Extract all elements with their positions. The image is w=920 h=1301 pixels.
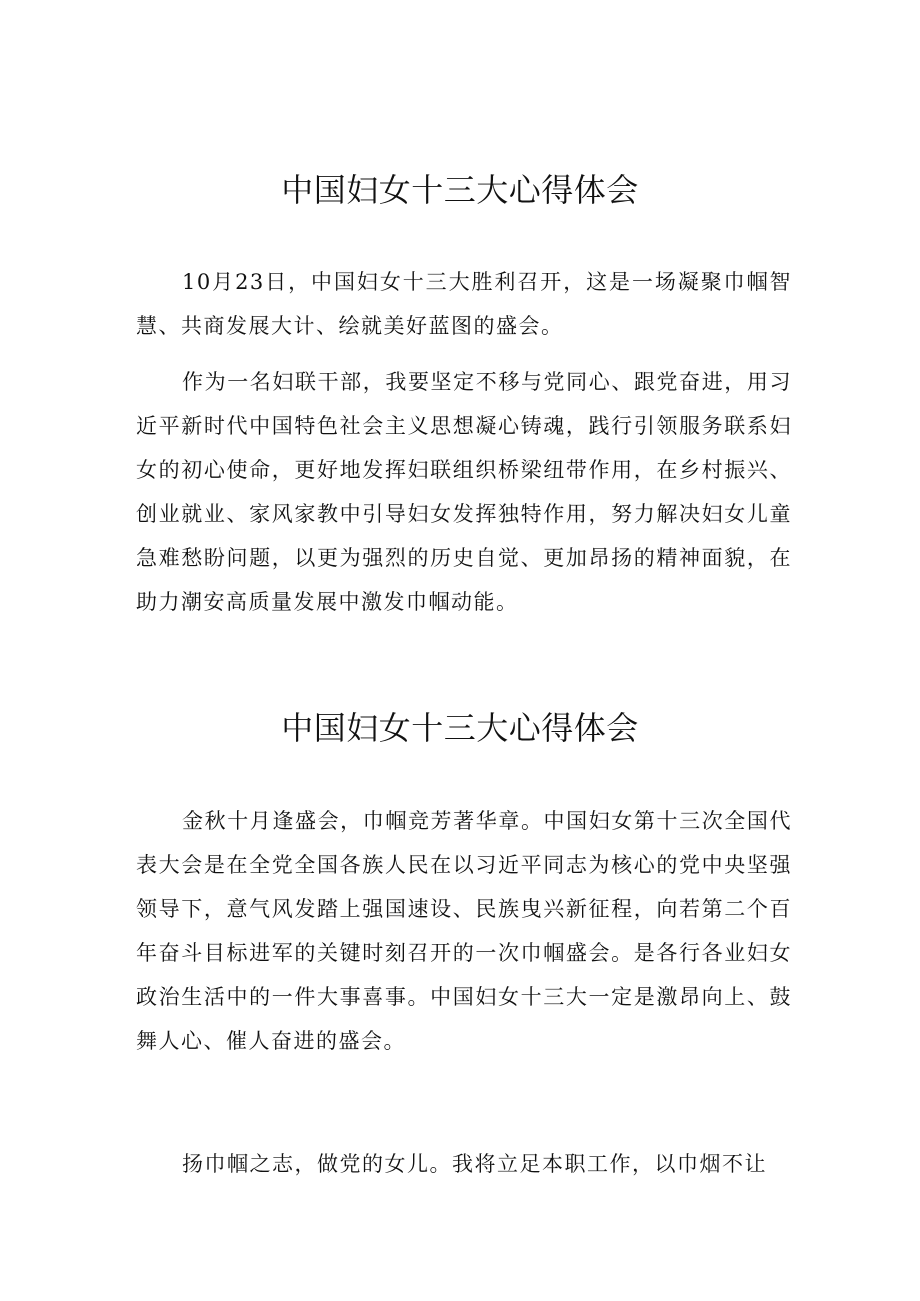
section-1-paragraph-2: 作为一名妇联干部，我要坚定不移与党同心、跟党奋进，用习近平新时代中国特色社会主义思想凝心铸魂，践行引领服务联系妇女的初心使命，更好地发挥妇联组织桥梁纽带作用，在乡村振兴、创业就业、家风家教中引导妇女发挥独特作用，努力解决妇女儿童急难愁盼问题，以更为强烈的历史自觉、更加昂扬的精神面貌，在助力潮安高质量发展中激发巾帼动能。 [136, 370, 792, 614]
section-2-paragraph-1: 金秋十月逢盛会，巾帼竞芳著华章。中国妇女第十三次全国代表大会是在全党全国各族人民在以习近平同志为核心的党中央坚强领导下，意气风发踏上强国速设、民族曳兴新征程，向若第二个百年奋斗目标进军的关键时刻召开的一次巾帼盛会。是各行各业妇女政治生活中的一件大事喜事。中国妇女十三大一定是激昂向上、鼓舞人心、催人奋进的盛会。 [136, 809, 792, 1053]
section-1-title: 中国妇女十三大心得体会 [281, 171, 639, 209]
section-2-title: 中国妇女十三大心得体会 [281, 709, 639, 747]
section-1-paragraph-1: 10月23日，中国妇女十三大胜利召开，这是一场凝聚巾帼智慧、共商发展大计、绘就美好蓝图的盛会。 [136, 270, 792, 338]
section-2-paragraph-2: 扬巾帼之志，做党的女儿。我将立足本职工作，以巾烟不让 [182, 1152, 767, 1176]
